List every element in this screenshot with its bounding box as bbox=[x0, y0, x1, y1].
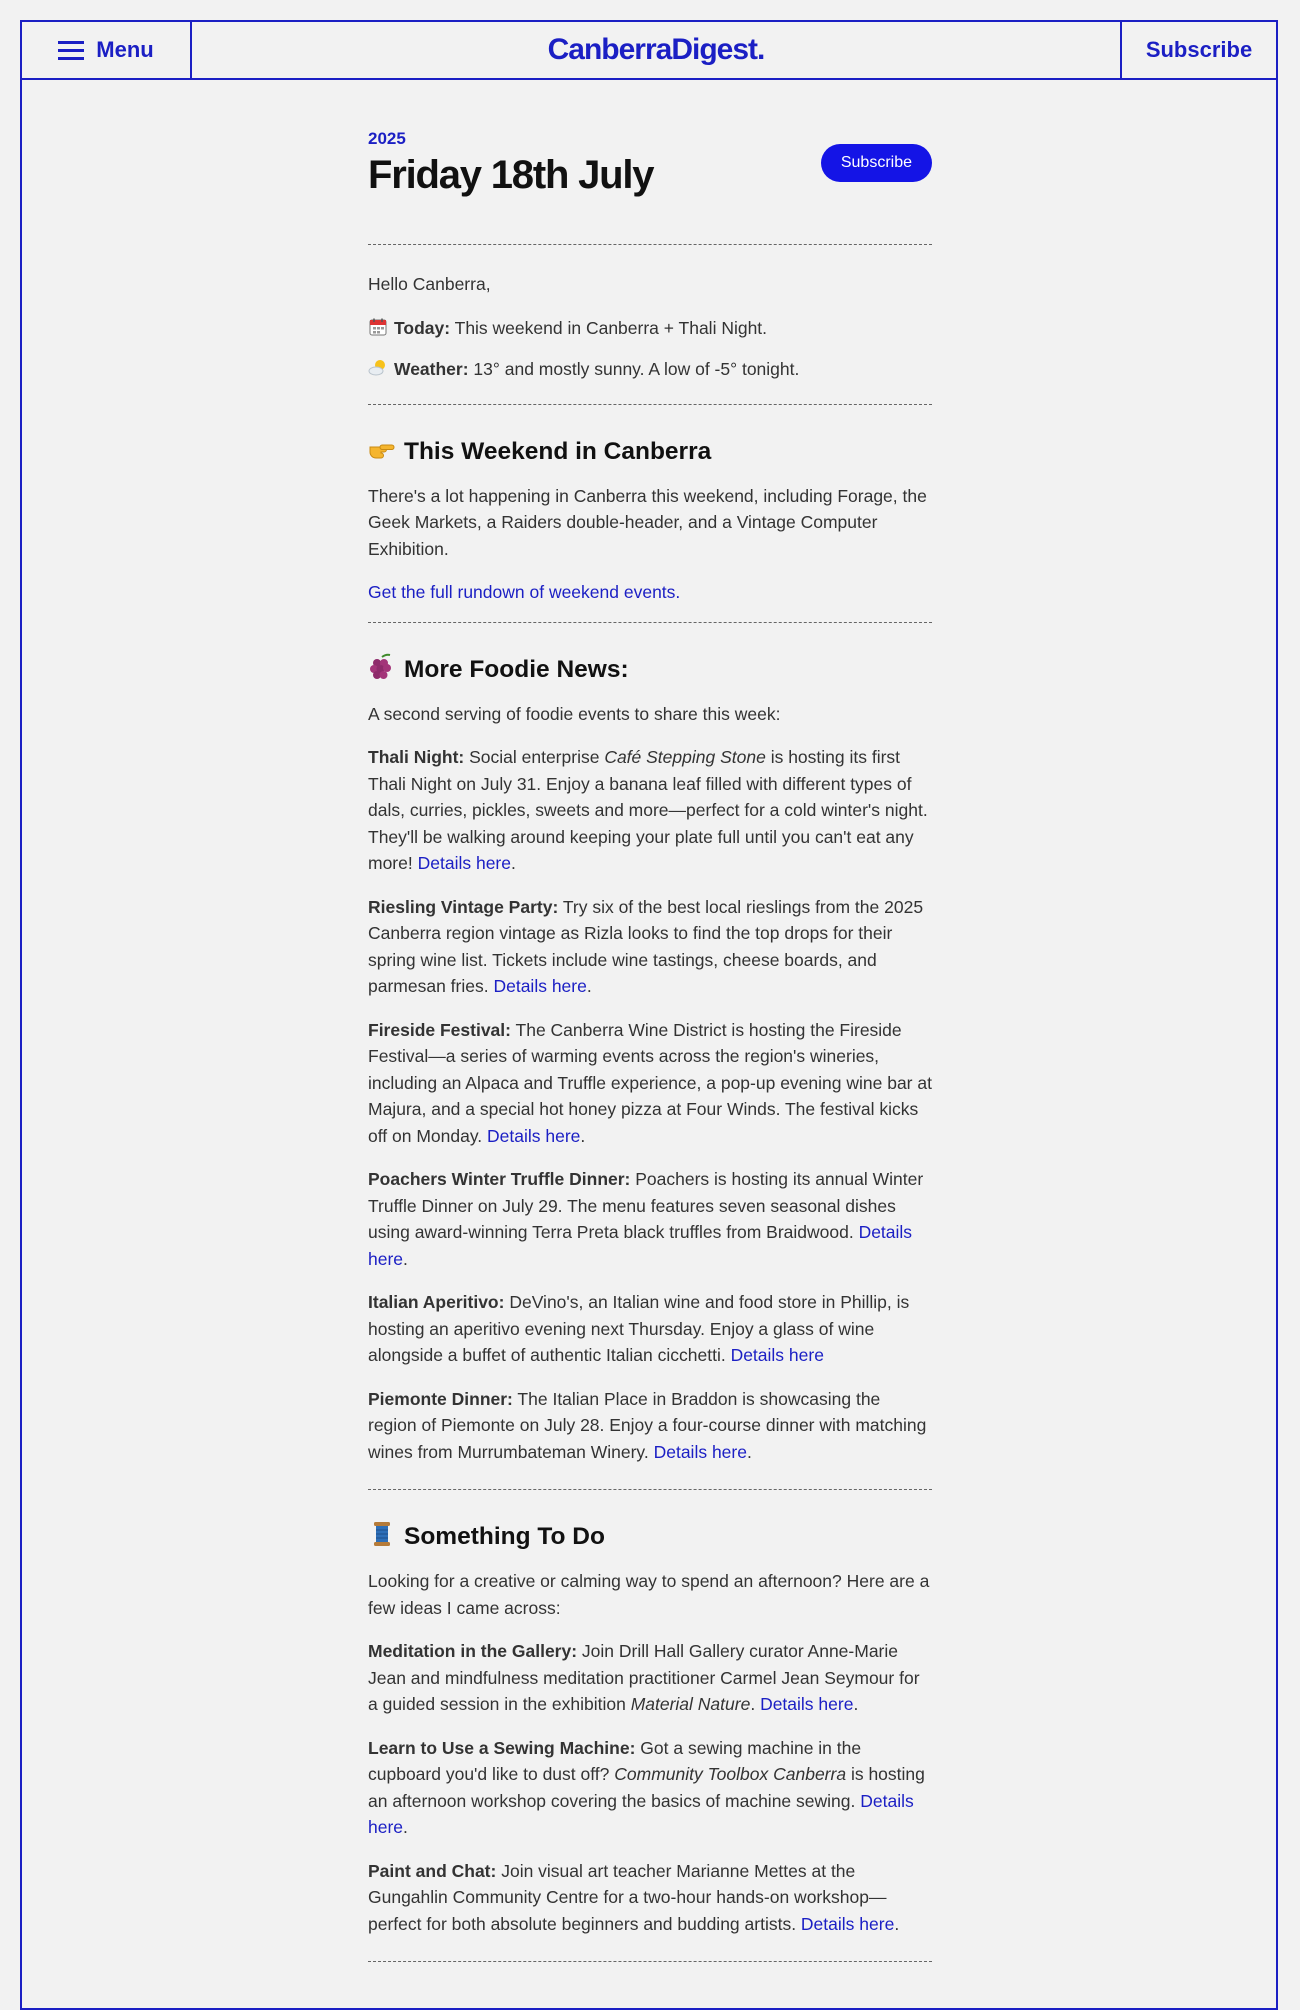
issue-date: Friday 18th July bbox=[368, 153, 654, 197]
item-title: Meditation in the Gallery: bbox=[368, 1641, 578, 1661]
details-link[interactable]: Details here bbox=[760, 1694, 854, 1714]
details-link[interactable]: Details here bbox=[800, 1913, 895, 1934]
item-text: is hosting an afternoon workshop covering the basics of machine sewing. bbox=[368, 1764, 925, 1811]
weekend-events-link[interactable]: Get the full rundown of weekend events. bbox=[368, 582, 681, 602]
item-text: Social enterprise bbox=[464, 747, 605, 767]
weekend-heading bbox=[368, 435, 932, 469]
foodie-heading-text: More Foodie News: bbox=[404, 655, 629, 683]
item-emphasis: Material Nature bbox=[630, 1694, 751, 1714]
todo-heading bbox=[368, 1520, 932, 1554]
details-link[interactable]: Details here bbox=[368, 1222, 913, 1269]
weekend-body: There's a lot happening in Canberra this weekend, including Forage, the Geek Markets, a Raiders double-header, and a Vintage Computer Exhibition. bbox=[368, 485, 927, 559]
hamburger-icon bbox=[58, 40, 84, 60]
foodie-heading bbox=[368, 653, 932, 687]
item-title: Fireside Festival: bbox=[368, 1019, 511, 1040]
weekend-heading-text: This Weekend in Canberra bbox=[404, 437, 712, 465]
todo-item: Learn to Use a Sewing Machine: Got a sewing machine in the cupboard you'd like to dust off? Community Toolbox Canberra is hosting an afternoon workshop covering the basics of machine sewing. Details here. bbox=[368, 1737, 925, 1837]
header-subscribe-button[interactable]: Subscribe bbox=[1120, 22, 1276, 78]
foodie-item: Thali Night: Social enterprise Café Stepping Stone is hosting its first Thali Night on July 31. Enjoy a banana leaf filled with different types of dals, curries, pickles, sweets and more—perfect for a cold winter's night. They'll be walking around keeping your plate full until you can't eat any more! Details here. bbox=[368, 747, 928, 873]
today-label: Today: bbox=[394, 317, 451, 338]
weather-line bbox=[368, 356, 932, 383]
sun-behind-cloud-icon bbox=[368, 358, 388, 378]
calendar-icon bbox=[368, 317, 388, 337]
divider bbox=[368, 1961, 932, 1962]
details-link[interactable]: Details here bbox=[730, 1345, 824, 1365]
greeting: Hello Canberra, bbox=[368, 274, 491, 294]
weekend-link-line bbox=[368, 579, 932, 606]
site-logo[interactable]: CanberraDigest. bbox=[547, 33, 765, 66]
pointing-hand-icon bbox=[368, 435, 396, 463]
foodie-intro: A second serving of foodie events to share this week: bbox=[368, 703, 781, 724]
item-text: Got a sewing machine in the cupboard you'd like to dust off? bbox=[368, 1737, 862, 1784]
item-title: Riesling Vintage Party: bbox=[368, 896, 559, 917]
grapes-icon bbox=[368, 653, 396, 681]
foodie-item bbox=[368, 1289, 932, 1369]
item-text: Poachers is hosting its annual Winter Truffle Dinner on July 29. The menu features seven seasonal dishes using award-winning Terra Preta black truffles from Braidwood. bbox=[368, 1169, 924, 1242]
item-text: The Canberra Wine District is hosting the Fireside Festival—a series of warming events across the region's wineries, including an Alpaca and Truffle experience, a pop-up evening wine bar at Majura, and a special hot honey pizza at Four Winds. The festival kicks off on Monday. bbox=[368, 1019, 932, 1146]
spool-of-thread-icon bbox=[368, 1520, 396, 1548]
weather-label: Weather: bbox=[394, 359, 469, 379]
item-emphasis: Café Stepping Stone bbox=[604, 747, 766, 767]
foodie-item: Riesling Vintage Party: Try six of the best local rieslings from the 2025 Canberra region vintage as Rizla looks to find the top drops for their spring wine list. Tickets include wine tastings, cheese boards, and parmesan fries. Details here. bbox=[368, 896, 924, 996]
todo-item: Meditation in the Gallery: Join Drill Hall Gallery curator Anne-Marie Jean and mindfulness meditation practitioner Carmel Jean Seymour for a guided session in the exhibition Material Nature. Details here. bbox=[368, 1641, 920, 1714]
foodie-item: Fireside Festival: The Canberra Wine District is hosting the Fireside Festival—a series of warming events across the region's wineries, including an Alpaca and Truffle experience, a pop-up evening wine bar at Majura, and a special hot honey pizza at Four Winds. The festival kicks off on Monday. Details here. bbox=[368, 1019, 932, 1146]
item-text: Join visual art teacher Marianne Mettes at the Gungahlin Community Centre for a two-hour hands-on workshop—perfect for both absolute beginners and budding artists. bbox=[368, 1860, 887, 1934]
details-link[interactable]: Details here bbox=[487, 1125, 581, 1146]
today-line bbox=[368, 315, 932, 342]
top-navigation bbox=[20, 20, 1278, 80]
date-row bbox=[368, 150, 932, 200]
newsletter-content bbox=[368, 128, 932, 1962]
item-title: Piemonte Dinner: bbox=[368, 1388, 513, 1409]
item-title: Italian Aperitivo: bbox=[368, 1292, 505, 1312]
item-text: DeVino's, an Italian wine and food store in Phillip, is hosting an aperitivo evening next Thursday. Enjoy a glass of wine alongside a buffet of authentic Italian cicchetti. bbox=[368, 1292, 910, 1365]
details-link[interactable]: Details here bbox=[368, 1790, 914, 1837]
item-text: Try six of the best local rieslings from the 2025 Canberra region vintage as Rizla looks to find the top drops for their spring wine list. Tickets include wine tastings, cheese boards, and parmesan fries. bbox=[368, 896, 924, 996]
menu-label: Menu bbox=[96, 37, 154, 62]
foodie-item: Piemonte Dinner: The Italian Place in Braddon is showcasing the region of Piemonte on July 28. Enjoy a four-course dinner with matching wines from Murrumbateman Winery. Details here. bbox=[368, 1388, 927, 1462]
item-title: Learn to Use a Sewing Machine: bbox=[368, 1737, 636, 1758]
item-text: . bbox=[750, 1694, 761, 1714]
foodie-item: Poachers Winter Truffle Dinner: Poachers is hosting its annual Winter Truffle Dinner on July 29. The menu features seven seasonal dishes using award-winning Terra Preta black truffles from Braidwood. Details here. bbox=[368, 1169, 924, 1269]
details-link[interactable]: Details here bbox=[653, 1441, 747, 1462]
menu-button[interactable] bbox=[22, 22, 192, 78]
item-title: Poachers Winter Truffle Dinner: bbox=[368, 1169, 631, 1189]
todo-heading-text: Something To Do bbox=[404, 1523, 605, 1550]
details-link[interactable]: Details here bbox=[493, 976, 587, 996]
details-link[interactable]: Details here bbox=[417, 853, 511, 873]
item-title: Thali Night: bbox=[368, 747, 465, 767]
item-title: Paint and Chat: bbox=[368, 1860, 497, 1881]
subscribe-pill-button[interactable]: Subscribe bbox=[821, 144, 932, 182]
item-emphasis: Community Toolbox Canberra bbox=[614, 1764, 847, 1784]
todo-intro: Looking for a creative or calming way to spend an afternoon? Here are a few ideas I came across: bbox=[368, 1571, 930, 1618]
todo-item: Paint and Chat: Join visual art teacher Marianne Mettes at the Gungahlin Community Centre for a two-hour hands-on workshop—perfect for both absolute beginners and budding artists. Details here. bbox=[368, 1860, 900, 1934]
item-text: Join Drill Hall Gallery curator Anne-Marie Jean and mindfulness meditation practitioner Carmel Jean Seymour for a guided session in the exhibition bbox=[368, 1641, 920, 1714]
today-text: This weekend in Canberra + Thali Night. bbox=[450, 317, 768, 338]
item-text: is hosting its first Thali Night on July 31. Enjoy a banana leaf filled with different types of dals, curries, pickles, sweets and more—perfect for a cold winter's night. They'll be walking around keeping your plate full until you can't eat any more! bbox=[368, 747, 928, 873]
issue-year: 2025 bbox=[368, 129, 406, 148]
item-text: The Italian Place in Braddon is showcasing the region of Piemonte on July 28. Enjoy a four-course dinner with matching wines from Murrumbateman Winery. bbox=[368, 1388, 927, 1462]
weather-text: 13° and mostly sunny. A low of -5° tonight. bbox=[468, 359, 800, 379]
